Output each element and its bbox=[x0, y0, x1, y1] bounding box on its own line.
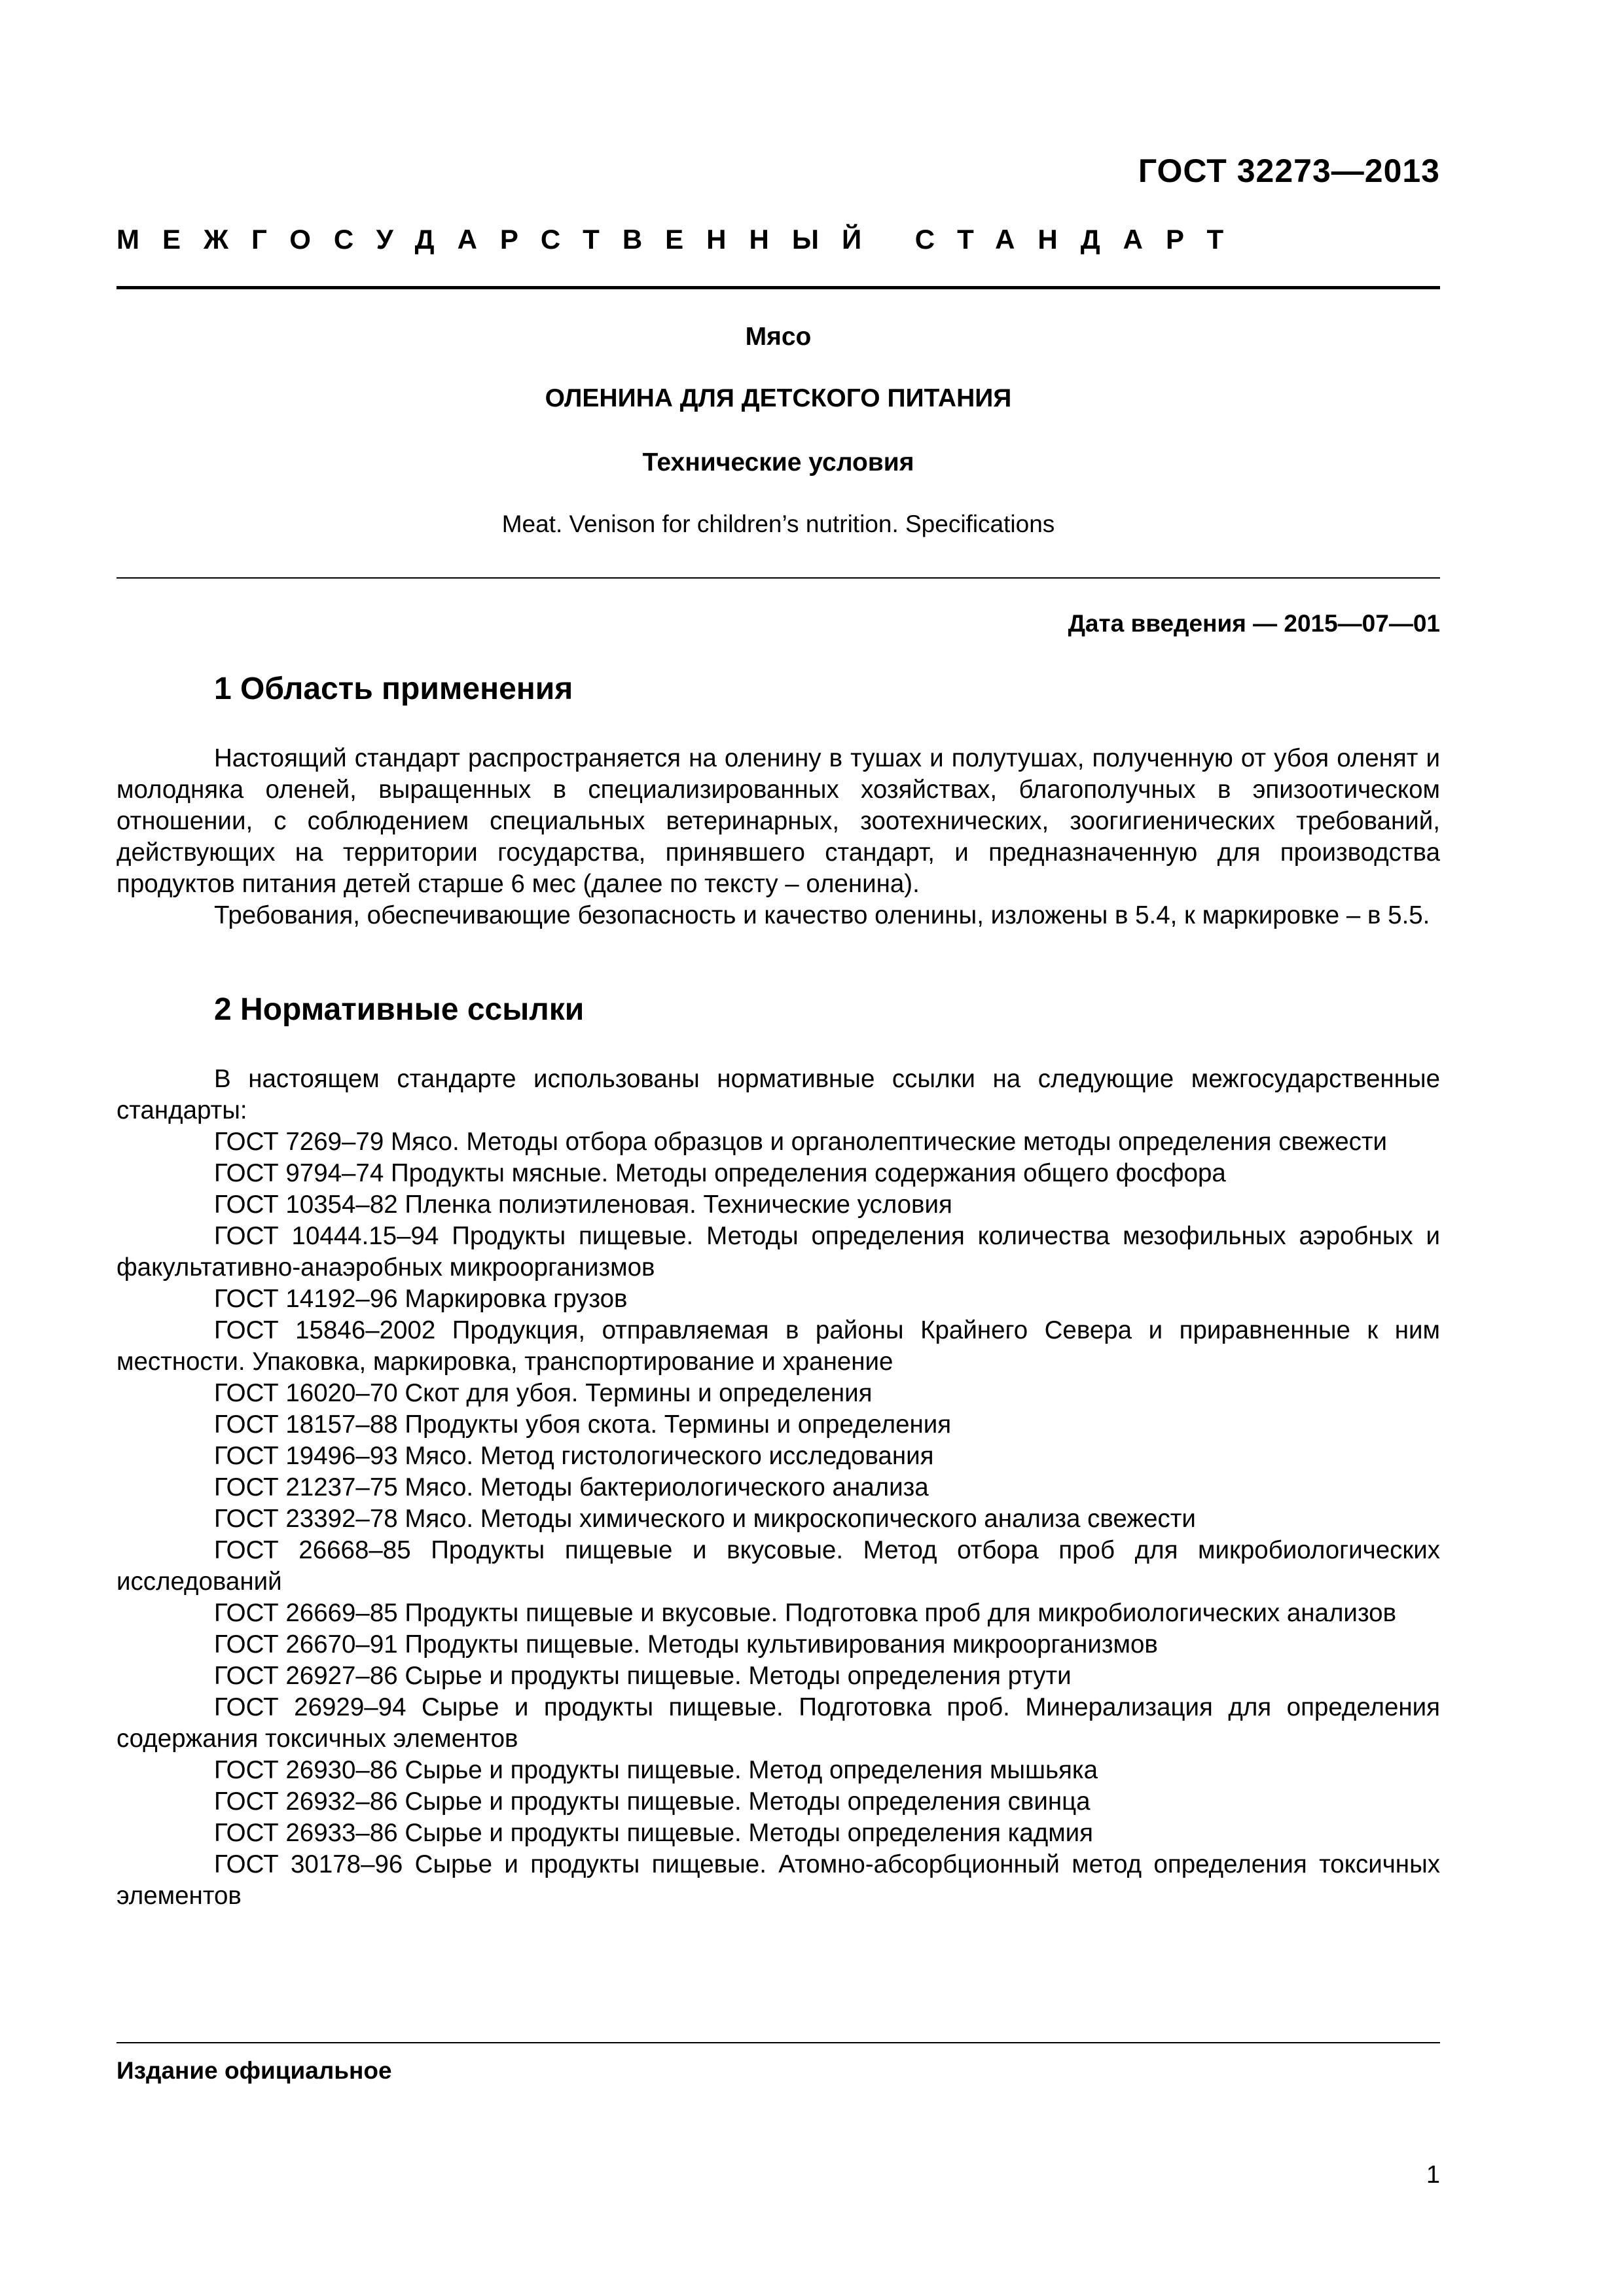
section-1-heading: 1 Область применения bbox=[214, 672, 573, 706]
page-number: 1 bbox=[1426, 2161, 1440, 2189]
reference-item: ГОСТ 10354–82 Пленка полиэтиленовая. Технические условия bbox=[214, 1191, 952, 1219]
document-title: ОЛЕНИНА ДЛЯ ДЕТСКОГО ПИТАНИЯ bbox=[545, 384, 1012, 412]
reference-item: ГОСТ 26930–86 Сырье и продукты пищевые. Метод определения мышьяка bbox=[214, 1756, 1098, 1784]
reference-item: ГОСТ 16020–70 Скот для убоя. Термины и определения bbox=[214, 1379, 873, 1407]
reference-item: ГОСТ 23392–78 Мясо. Методы химического и микроскопического анализа свежести bbox=[214, 1505, 1196, 1533]
reference-item: ГОСТ 15846–2002 Продукция, отправляемая в районы Крайнего Севера и приравненные к ним местности. Упаковка, маркировка, транспортирование и хранение bbox=[117, 1316, 1440, 1376]
reference-list bbox=[117, 1126, 1440, 1912]
reference-item: ГОСТ 26927–86 Сырье и продукты пищевые. Методы определения ртути bbox=[214, 1662, 1072, 1690]
reference-item: ГОСТ 26670–91 Продукты пищевые. Методы культивирования микроорганизмов bbox=[214, 1630, 1158, 1659]
reference-item: ГОСТ 26929–94 Сырье и продукты пищевые. Подготовка проб. Минерализация для определения содержания токсичных элементов bbox=[117, 1693, 1440, 1753]
section-1-paragraph: Настоящий стандарт распространяется на оленину в тушах и полутушах, полученную от убоя оленят и молодняка оленей, выращенных в специализированных хозяйствах, благополучных в эпизоотическом отношении, с соблюдением специальных ветеринарных, зоотехнических, зоогигиенических требований, действующих на территории государства, принявшего стандарт, и предназначенную для производства продуктов питания детей старше 6 мес (далее по тексту – оленина). bbox=[117, 744, 1440, 898]
subject-heading: Мясо bbox=[745, 323, 812, 351]
reference-item: ГОСТ 30178–96 Сырье и продукты пищевые. Атомно-абсорбционный метод определения токсичных элементов bbox=[117, 1850, 1440, 1910]
reference-item: ГОСТ 14192–96 Маркировка грузов bbox=[214, 1285, 628, 1313]
header-divider bbox=[117, 286, 1440, 289]
gost-number: ГОСТ 32273—2013 bbox=[1138, 152, 1440, 189]
english-title: Meat. Venison for children’s nutrition. Specifications bbox=[501, 511, 1055, 537]
reference-item: ГОСТ 21237–75 Мясо. Методы бактериологического анализа bbox=[214, 1473, 929, 1501]
reference-item: ГОСТ 10444.15–94 Продукты пищевые. Методы определения количества мезофильных аэробных и факультативно-анаэробных микроорганизмов bbox=[117, 1222, 1440, 1282]
footer-divider bbox=[117, 2042, 1440, 2043]
reference-item: ГОСТ 7269–79 Мясо. Методы отбора образцов и органолептические методы определения свежести bbox=[214, 1128, 1387, 1156]
reference-item: ГОСТ 26669–85 Продукты пищевые и вкусовые. Подготовка проб для микробиологических анализов bbox=[214, 1599, 1397, 1627]
reference-item: ГОСТ 26933–86 Сырье и продукты пищевые. Методы определения кадмия bbox=[214, 1819, 1094, 1847]
reference-item: ГОСТ 19496–93 Мясо. Метод гистологического исследования bbox=[214, 1442, 934, 1470]
section-2-intro: В настоящем стандарте использованы нормативные ссылки на следующие межгосударственные стандарты: bbox=[117, 1065, 1440, 1124]
reference-item: ГОСТ 9794–74 Продукты мясные. Методы определения содержания общего фосфора bbox=[214, 1159, 1226, 1187]
section-1-body bbox=[117, 743, 1440, 931]
standard-type: МЕЖГОСУДАРСТВЕННЫЙ СТАНДАРТ bbox=[117, 224, 1247, 255]
introduction-date: Дата введения — 2015—07—01 bbox=[1068, 610, 1440, 637]
official-edition-label: Издание официальное bbox=[117, 2057, 392, 2084]
document-subtitle: Технические условия bbox=[642, 448, 914, 476]
section-1-paragraph: Требования, обеспечивающие безопасность и качество оленины, изложены в 5.4, к маркировке – в 5.5. bbox=[214, 901, 1430, 929]
title-divider bbox=[117, 577, 1440, 579]
reference-item: ГОСТ 26932–86 Сырье и продукты пищевые. Методы определения свинца bbox=[214, 1787, 1091, 1816]
reference-item: ГОСТ 26668–85 Продукты пищевые и вкусовые. Метод отбора проб для микробиологических исследований bbox=[117, 1536, 1440, 1596]
section-2-heading: 2 Нормативные ссылки bbox=[214, 992, 585, 1027]
reference-item: ГОСТ 18157–88 Продукты убоя скота. Термины и определения bbox=[214, 1410, 952, 1439]
section-2-body bbox=[117, 1064, 1440, 1912]
